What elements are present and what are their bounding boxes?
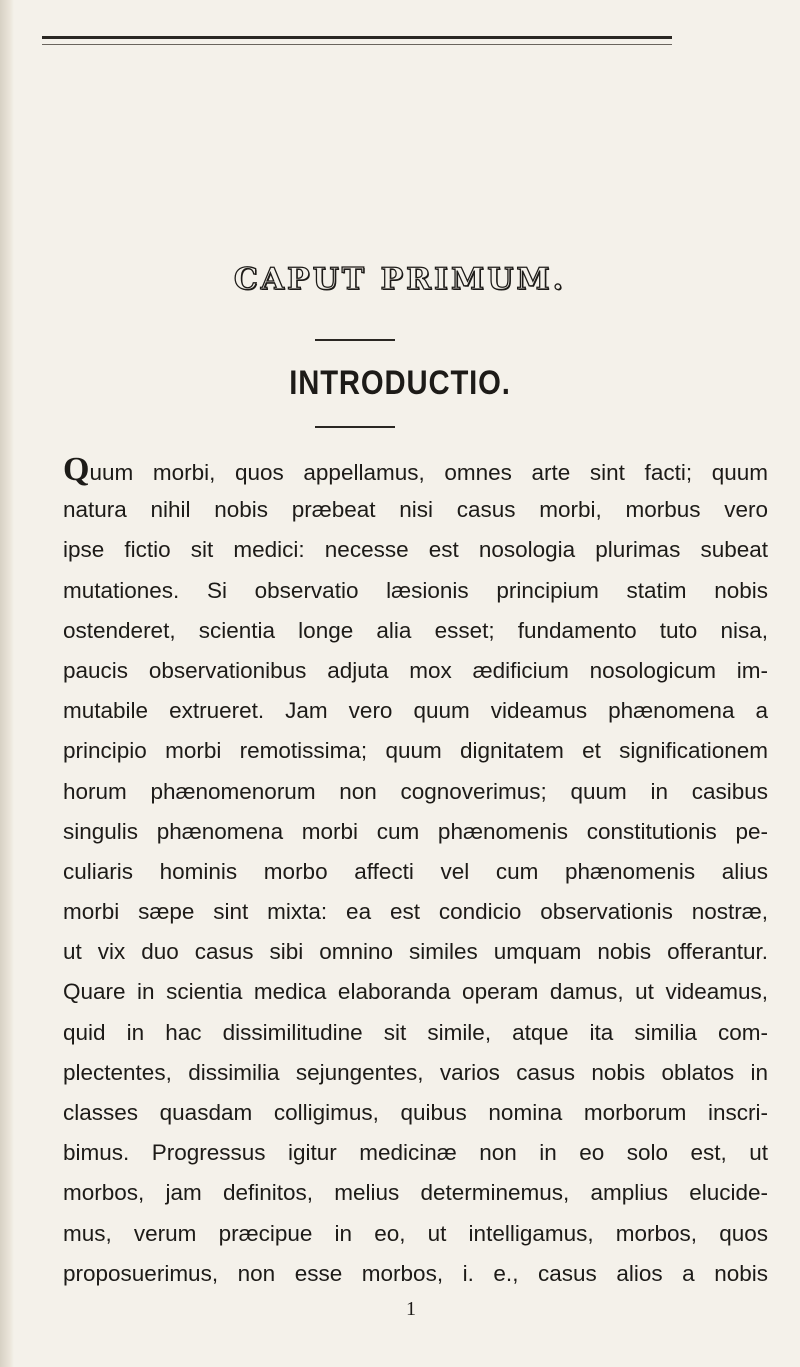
- text-line: classes quasdam colligimus, quibus nomina morborum inscri-: [63, 1100, 768, 1125]
- text-line: singulis phænomena morbi cum phænomenis constitutionis pe-: [63, 818, 768, 844]
- top-rule-thin: [42, 44, 672, 45]
- section-divider: [315, 426, 395, 428]
- text-line: culiaris hominis morbo affecti vel cum phænomenis alius: [63, 858, 768, 884]
- text-line: plectentes, dissimilia sejungentes, varios casus nobis oblatos in: [63, 1059, 768, 1085]
- text-line: Quare in scientia medica elaboranda operam damus, ut videamus,: [63, 979, 768, 1005]
- text-line: paucis observationibus adjuta mox ædificium nosologicum im-: [63, 657, 768, 683]
- text-line: ostenderet, scientia longe alia esset; fundamento tuto nisa,: [63, 617, 768, 643]
- text-line: ipse fictio sit medici: necesse est nosologia plurimas subeat: [63, 537, 768, 563]
- page-edge-shadow: [0, 0, 14, 1367]
- text-line: horum phænomenorum non cognoverimus; quum in casibus: [63, 778, 768, 804]
- text-line: morbos, jam definitos, melius determinemus, amplius elucide-: [63, 1180, 768, 1206]
- text-line: mutationes. Si observatio læsionis principium statim nobis: [63, 577, 768, 603]
- drop-cap: Q: [63, 451, 90, 488]
- section-title: INTRODUCTIO.: [289, 364, 511, 402]
- line-text: uum morbi, quos appellamus, omnes arte sint facti; quum: [89, 460, 768, 485]
- text-line: proposuerimus, non esse morbos, i. e., casus alios a nobis: [63, 1260, 768, 1286]
- page-number: 1: [406, 1298, 416, 1320]
- top-rule: [42, 36, 672, 39]
- text-line: ut vix duo casus sibi omnino similes umquam nobis offerantur.: [63, 939, 768, 965]
- text-line: mutabile extrueret. Jam vero quum videamus phænomena a: [63, 698, 768, 724]
- text-line: [63, 450, 768, 490]
- text-line: quid in hac dissimilitudine sit simile, atque ita similia com-: [63, 1019, 768, 1045]
- text-line: natura nihil nobis præbeat nisi casus morbi, morbus vero: [63, 497, 768, 523]
- text-line: morbi sæpe sint mixta: ea est condicio observationis nostræ,: [63, 899, 768, 925]
- body-text: [63, 450, 768, 1294]
- text-line: principio morbi remotissima; quum dignitatem et significationem: [63, 738, 768, 764]
- text-line: mus, verum præcipue in eo, ut intelligamus, morbos, quos: [63, 1220, 768, 1246]
- heading-divider: [315, 339, 395, 341]
- chapter-heading: CAPUT PRIMUM.: [233, 262, 567, 297]
- text-line: bimus. Progressus igitur medicinæ non in eo solo est, ut: [63, 1140, 768, 1166]
